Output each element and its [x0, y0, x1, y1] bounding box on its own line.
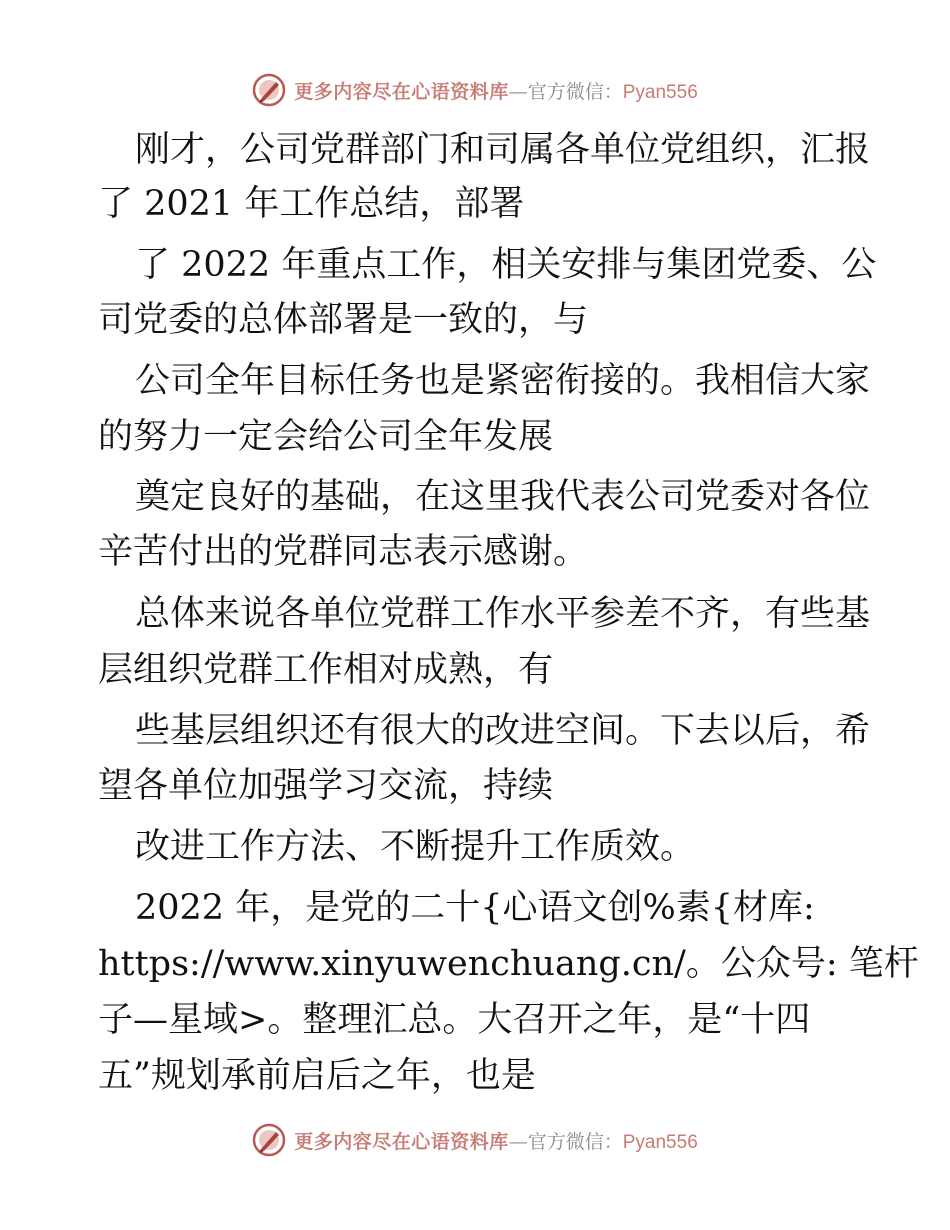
paragraph-line: 公司全年目标任务也是紧密衔接的。我相信大家	[135, 361, 871, 401]
paragraph-line: 些基层组织还有很大的改进空间。下去以后，希	[135, 711, 871, 751]
pen-logo-icon	[252, 1123, 286, 1157]
paragraph-line: 的努力一定会给公司全年发展	[98, 417, 554, 457]
pen-logo-icon	[252, 73, 286, 107]
paragraph-line: 辛苦付出的党群同志表示感谢。	[98, 532, 589, 572]
paragraph-line: 五”规划承前启后之年，也是	[98, 1056, 536, 1096]
banner-main-text: 更多内容尽在心语资料库	[294, 80, 509, 103]
banner-wechat-label: 官方微信：	[527, 80, 623, 103]
banner-text	[294, 1127, 698, 1154]
banner-text	[294, 77, 698, 104]
banner-dash: —	[508, 80, 528, 103]
paragraph-line: 了 2022 年重点工作，相关安排与集团党委、公	[135, 245, 877, 285]
banner-dash: —	[508, 1130, 528, 1153]
paragraph-line: 总体来说各单位党群工作水平参差不齐，有些基	[135, 594, 871, 634]
footer-banner	[0, 1120, 950, 1160]
banner-wechat-id: Pyan556	[622, 81, 698, 103]
paragraph-line: 望各单位加强学习交流，持续	[98, 766, 554, 806]
paragraph-line: 了 2021 年工作总结，部署	[98, 184, 525, 224]
paragraph-line: 层组织党群工作相对成熟，有	[98, 650, 554, 690]
banner-wechat-label: 官方微信：	[527, 1130, 623, 1153]
paragraph-line: https://www.xinyuwenchuang.cn/。公众号: 笔杆	[98, 944, 919, 984]
paragraph-line: 改进工作方法、不断提升工作质效。	[135, 827, 696, 867]
paragraph-line: 2022 年，是党的二十{心语文创%素{材库:	[135, 888, 815, 928]
paragraph-line: 奠定良好的基础，在这里我代表公司党委对各位	[135, 477, 871, 517]
paragraph-line: 刚才，公司党群部门和司属各单位党组织，汇报	[135, 130, 871, 170]
paragraph-line: 子—星域>。整理汇总。大召开之年，是“十四	[98, 1000, 811, 1040]
header-banner	[0, 70, 950, 110]
banner-wechat-id: Pyan556	[622, 1131, 698, 1153]
banner-main-text: 更多内容尽在心语资料库	[294, 1130, 509, 1153]
paragraph-line: 司党委的总体部署是一致的，与	[98, 300, 589, 340]
